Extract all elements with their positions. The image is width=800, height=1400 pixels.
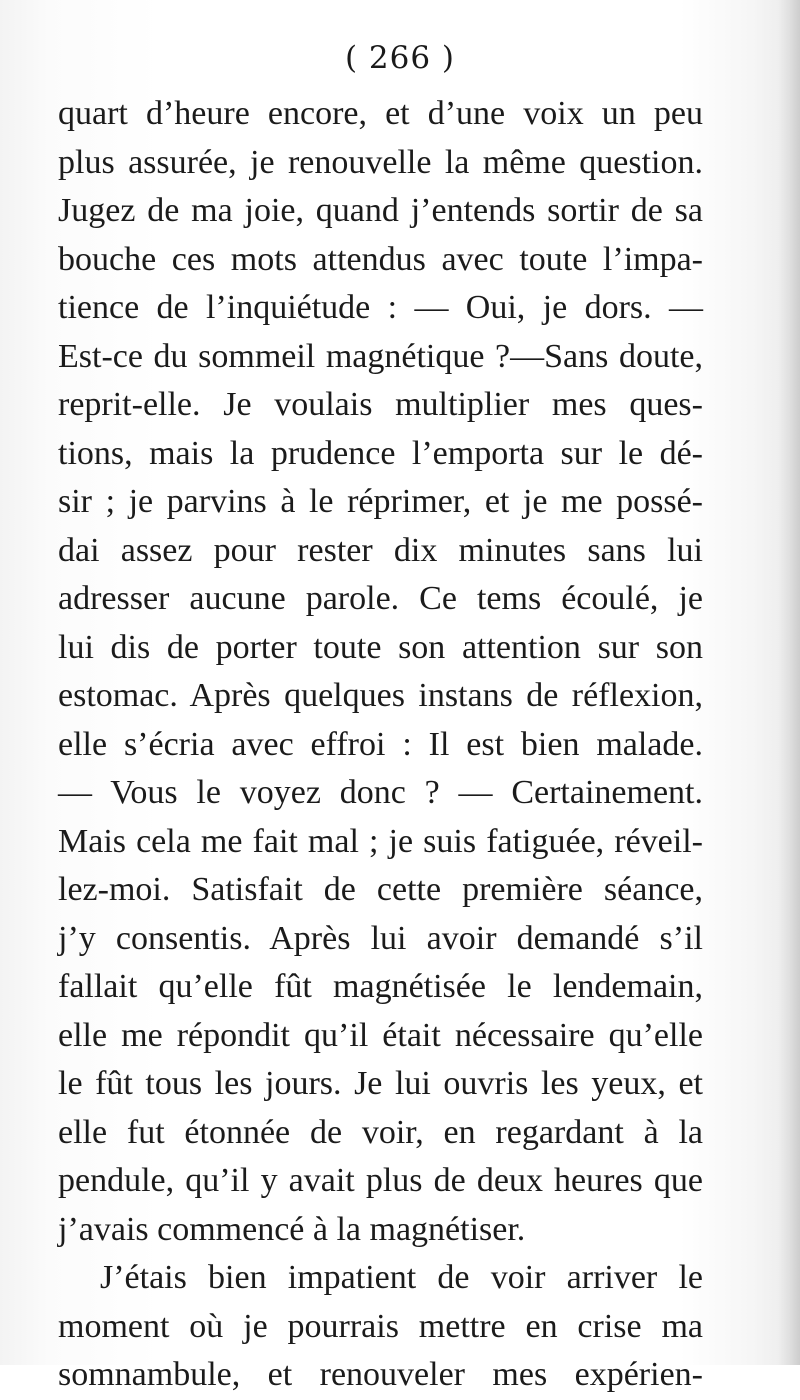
text-line: pendule, qu’il y avait plus de deux heures que [58,1162,703,1199]
text-line: tions, mais la prudence l’emporta sur le dé- [58,434,703,472]
text-line: Est-ce du sommeil magnétique ?—Sans doute, [58,337,703,375]
text-line: tience de l’inquiétude : — Oui, je dors. — [58,289,703,326]
text-line: quart d’heure encore, et d’une voix un peu [58,95,703,132]
text-line: J’étais bien impatient de voir arriver le [100,1259,703,1296]
text-line: lui dis de porter toute son attention sur son [58,628,703,666]
text-line: adresser aucune parole. Ce tems écoulé, je [58,580,703,617]
text-line: elle me répondit qu’il était nécessaire qu’elle [58,1016,703,1054]
text-line: — Vous le voyez donc ? — Certainement. [58,774,703,811]
text-line: lez-moi. Satisfait de cette première séance, [58,871,703,908]
text-line: elle fut étonnée de voir, en regardant à la [58,1113,703,1151]
text-line: fallait qu’elle fût magnétisée le lendemain, [58,968,703,1005]
text-line: moment où je pourrais mettre en crise ma [58,1307,703,1345]
text-line: reprit-elle. Je voulais multiplier mes ques- [58,386,703,423]
text-line: j’avais commencé à la magnétiser. [58,1210,526,1248]
text-line: bouche ces mots attendus avec toute l’impa- [58,240,703,278]
text-line: Mais cela me fait mal ; je suis fatiguée, réveil- [58,822,703,860]
text-line: le fût tous les jours. Je lui ouvris les yeux, et [58,1065,703,1102]
text-line: j’y consentis. Après lui avoir demandé s’il [58,919,703,957]
body-text [58,90,703,1400]
text-line: sir ; je parvins à le réprimer, et je me possé- [58,483,703,520]
text-line: plus assurée, je renouvelle la même question. [58,143,703,181]
text-line: estomac. Après quelques instans de réflexion, [58,677,703,714]
page-edge-shadow [778,0,800,1365]
text-line: somnambule, et renouveler mes expérien- [58,1356,703,1393]
text-line: elle s’écria avec effroi : Il est bien malade. [58,725,703,763]
page-number: ( 266 ) [344,40,456,76]
text-line: Jugez de ma joie, quand j’entends sortir de sa [58,192,703,229]
text-line: dai assez pour rester dix minutes sans lui [58,531,703,569]
